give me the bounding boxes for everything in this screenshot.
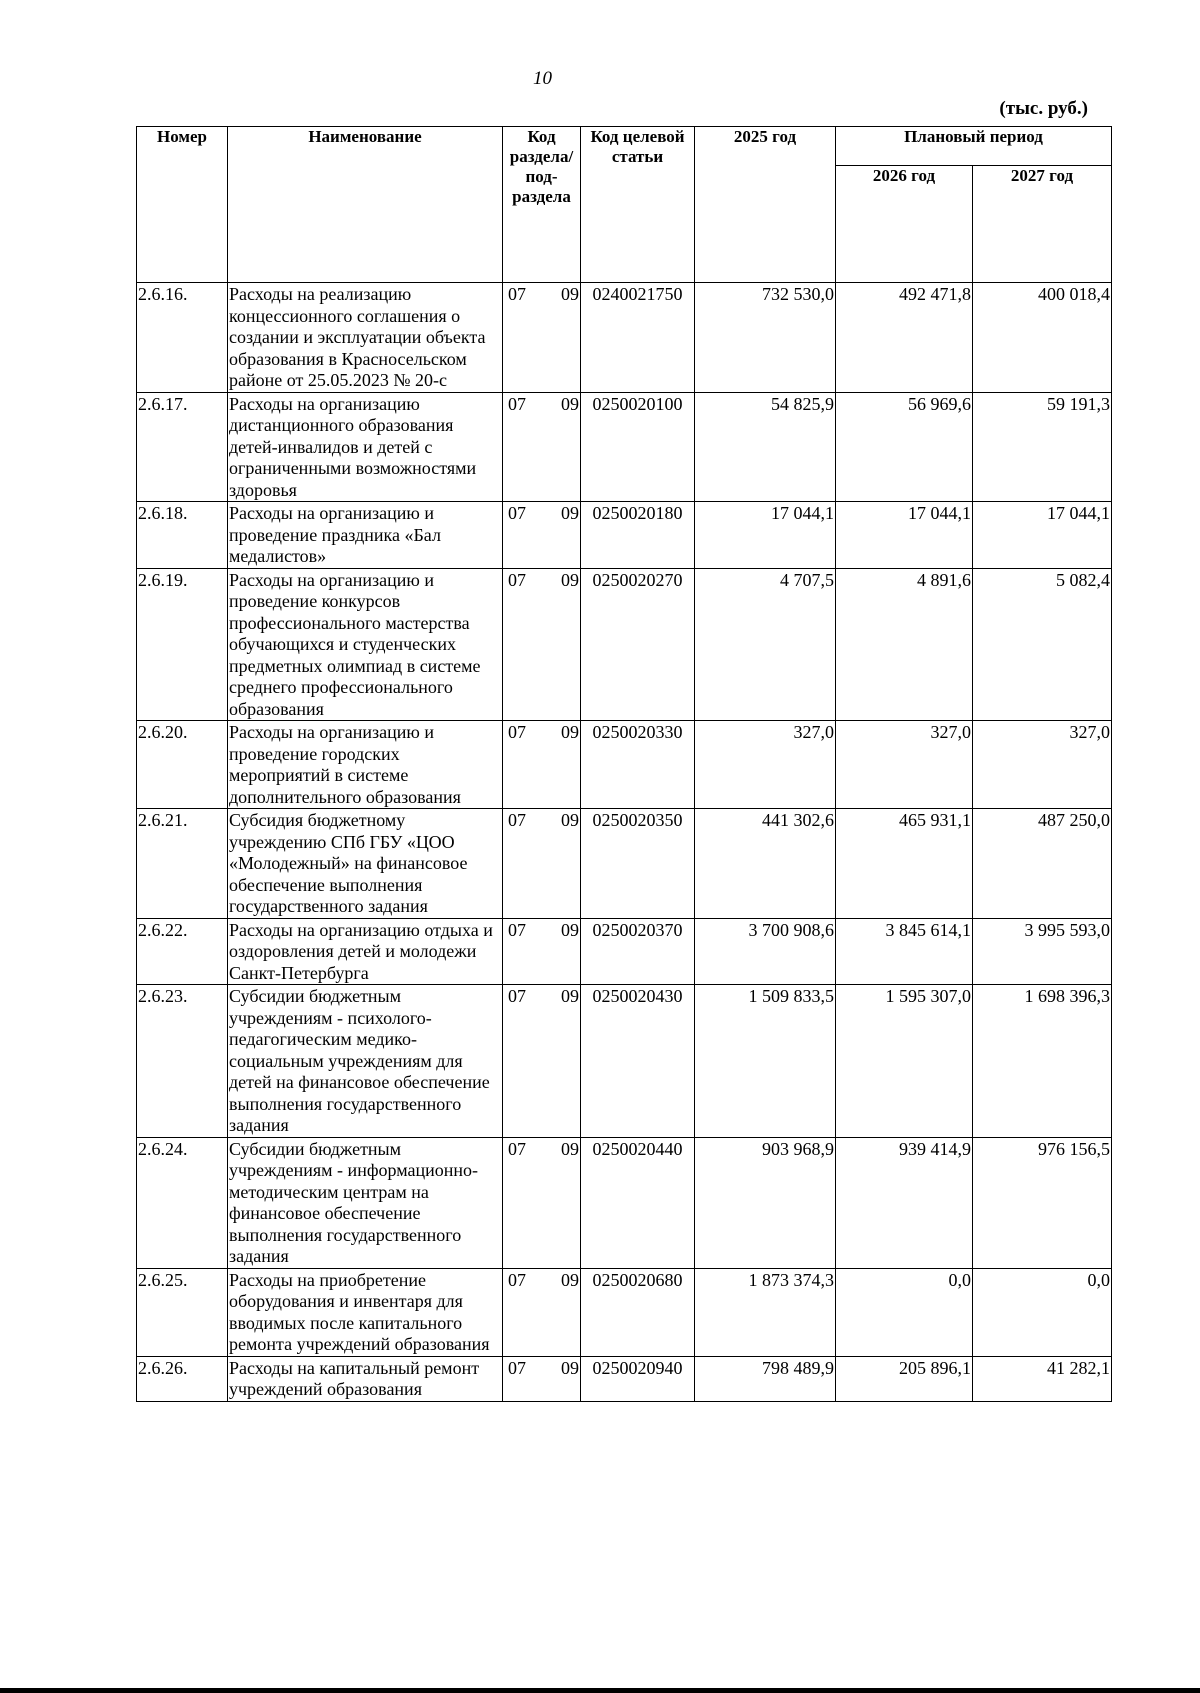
row-target-code: 0250020940 [581,1356,695,1401]
row-subsection: 09 [561,986,579,1006]
row-target-code: 0250020330 [581,721,695,809]
table-row [137,568,1112,721]
row-number: 2.6.20. [137,721,228,809]
row-subsection: 09 [561,569,579,590]
row-amount-2027: 5 082,4 [973,568,1112,721]
row-section-code [503,809,581,919]
row-number: 2.6.23. [137,985,228,1138]
row-amount-2026: 0,0 [836,1268,973,1356]
row-amount-2027: 3 995 593,0 [973,918,1112,985]
header-year-2027: 2027 год [973,165,1112,282]
row-section-code [503,721,581,809]
table-row [137,721,1112,809]
table-row [137,1137,1112,1268]
row-section: 07 [508,810,526,830]
row-number: 2.6.17. [137,392,228,502]
row-name: Субсидии бюджетным учреждениям - информационно-методическим центрам на финансовое обеспечение выполнения государственного задания [228,1137,503,1268]
row-name: Расходы на организацию и проведение конкурсов профессионального мастерства обучающихся и студенческих предметных олимпиад в системе среднего профессионального образования [228,568,503,721]
row-name: Расходы на организацию отдыха и оздоровления детей и молодежи Санкт-Петербурга [228,918,503,985]
row-amount-2026: 1 595 307,0 [836,985,973,1138]
row-name: Субсидии бюджетным учреждениям - психолого-педагогическим медико-социальным учреждениям для детей на финансовое обеспечение выполнения государственного задания [228,985,503,1138]
units-label: (тыс. руб.) [999,98,1088,119]
row-amount-2026: 939 414,9 [836,1137,973,1268]
row-section-code [503,1356,581,1401]
row-subsection: 09 [561,1269,579,1290]
row-name: Расходы на приобретение оборудования и инвентаря для вводимых после капитального ремонта учреждений образования [228,1268,503,1356]
row-amount-2027: 0,0 [973,1268,1112,1356]
row-section: 07 [508,986,526,1006]
row-subsection: 09 [561,1138,579,1159]
row-amount-2025: 441 302,6 [695,809,836,919]
row-subsection: 09 [561,722,579,742]
row-section-code [503,568,581,721]
row-subsection: 09 [561,503,579,523]
row-amount-2025: 1 873 374,3 [695,1268,836,1356]
row-number: 2.6.26. [137,1356,228,1401]
table-row [137,283,1112,393]
row-amount-2026: 4 891,6 [836,568,973,721]
row-target-code: 0250020270 [581,568,695,721]
row-target-code: 0250020680 [581,1268,695,1356]
row-name: Расходы на реализацию концессионного соглашения о создании и эксплуатации объекта образования в Красносельском районе от 25.05.2023 № 20-с [228,283,503,393]
row-section: 07 [508,503,526,523]
row-amount-2025: 4 707,5 [695,568,836,721]
row-name: Расходы на организацию дистанционного образования детей-инвалидов и детей с ограниченными возможностями здоровья [228,392,503,502]
row-name: Расходы на организацию и проведение городских мероприятий в системе дополнительного образования [228,721,503,809]
row-section: 07 [508,284,526,304]
row-amount-2025: 903 968,9 [695,1137,836,1268]
row-section-code [503,918,581,985]
header-row [137,127,1112,166]
table-row [137,502,1112,569]
row-number: 2.6.19. [137,568,228,721]
row-amount-2027: 487 250,0 [973,809,1112,919]
row-section: 07 [508,722,526,742]
row-amount-2027: 400 018,4 [973,283,1112,393]
table-row [137,985,1112,1138]
row-name: Расходы на организацию и проведение праздника «Бал медалистов» [228,502,503,569]
row-section: 07 [508,919,526,940]
row-target-code: 0240021750 [581,283,695,393]
row-amount-2027: 41 282,1 [973,1356,1112,1401]
header-year-2026: 2026 год [836,165,973,282]
row-amount-2026: 465 931,1 [836,809,973,919]
row-amount-2025: 3 700 908,6 [695,918,836,985]
row-subsection: 09 [561,1357,579,1378]
table-row [137,392,1112,502]
row-amount-2026: 492 471,8 [836,283,973,393]
row-section: 07 [508,1138,526,1159]
row-section-code [503,502,581,569]
row-amount-2027: 327,0 [973,721,1112,809]
row-section: 07 [508,569,526,590]
row-amount-2025: 1 509 833,5 [695,985,836,1138]
row-number: 2.6.21. [137,809,228,919]
row-section: 07 [508,1357,526,1378]
table-row [137,1356,1112,1401]
row-amount-2025: 17 044,1 [695,502,836,569]
budget-table [136,126,1112,1402]
row-amount-2026: 327,0 [836,721,973,809]
row-target-code: 0250020350 [581,809,695,919]
page-number: 10 [533,68,552,89]
row-section-code [503,1268,581,1356]
row-subsection: 09 [561,284,579,304]
row-target-code: 0250020180 [581,502,695,569]
row-subsection: 09 [561,393,579,414]
row-name: Расходы на капитальный ремонт учреждений образования [228,1356,503,1401]
row-amount-2027: 1 698 396,3 [973,985,1112,1138]
row-section: 07 [508,1269,526,1290]
row-amount-2026: 3 845 614,1 [836,918,973,985]
row-target-code: 0250020440 [581,1137,695,1268]
scan-bottom-edge [0,1688,1200,1693]
row-section: 07 [508,393,526,414]
table-row [137,809,1112,919]
header-target-code: Код целевой статьи [581,127,695,283]
row-amount-2027: 976 156,5 [973,1137,1112,1268]
row-amount-2027: 59 191,3 [973,392,1112,502]
row-number: 2.6.25. [137,1268,228,1356]
row-amount-2025: 54 825,9 [695,392,836,502]
row-amount-2026: 17 044,1 [836,502,973,569]
row-target-code: 0250020370 [581,918,695,985]
row-amount-2026: 205 896,1 [836,1356,973,1401]
header-number: Номер [137,127,228,283]
table-row [137,918,1112,985]
row-target-code: 0250020430 [581,985,695,1138]
row-number: 2.6.16. [137,283,228,393]
row-section-code [503,985,581,1138]
row-amount-2025: 732 530,0 [695,283,836,393]
header-year-2025: 2025 год [695,127,836,283]
row-target-code: 0250020100 [581,392,695,502]
row-subsection: 09 [561,810,579,830]
table-row [137,1268,1112,1356]
row-number: 2.6.24. [137,1137,228,1268]
row-amount-2025: 798 489,9 [695,1356,836,1401]
row-section-code [503,283,581,393]
row-subsection: 09 [561,919,579,940]
row-amount-2026: 56 969,6 [836,392,973,502]
header-planned-period: Плановый период [836,127,1112,166]
row-section-code [503,392,581,502]
header-section-code: Код раздела/ под- раздела [503,127,581,283]
row-amount-2027: 17 044,1 [973,502,1112,569]
header-name: Наименование [228,127,503,283]
table-body [137,283,1112,1402]
row-section-code [503,1137,581,1268]
row-number: 2.6.18. [137,502,228,569]
row-number: 2.6.22. [137,918,228,985]
row-name: Субсидия бюджетному учреждению СПб ГБУ «ЦОО «Молодежный» на финансовое обеспечение выполнения государственного задания [228,809,503,919]
row-amount-2025: 327,0 [695,721,836,809]
